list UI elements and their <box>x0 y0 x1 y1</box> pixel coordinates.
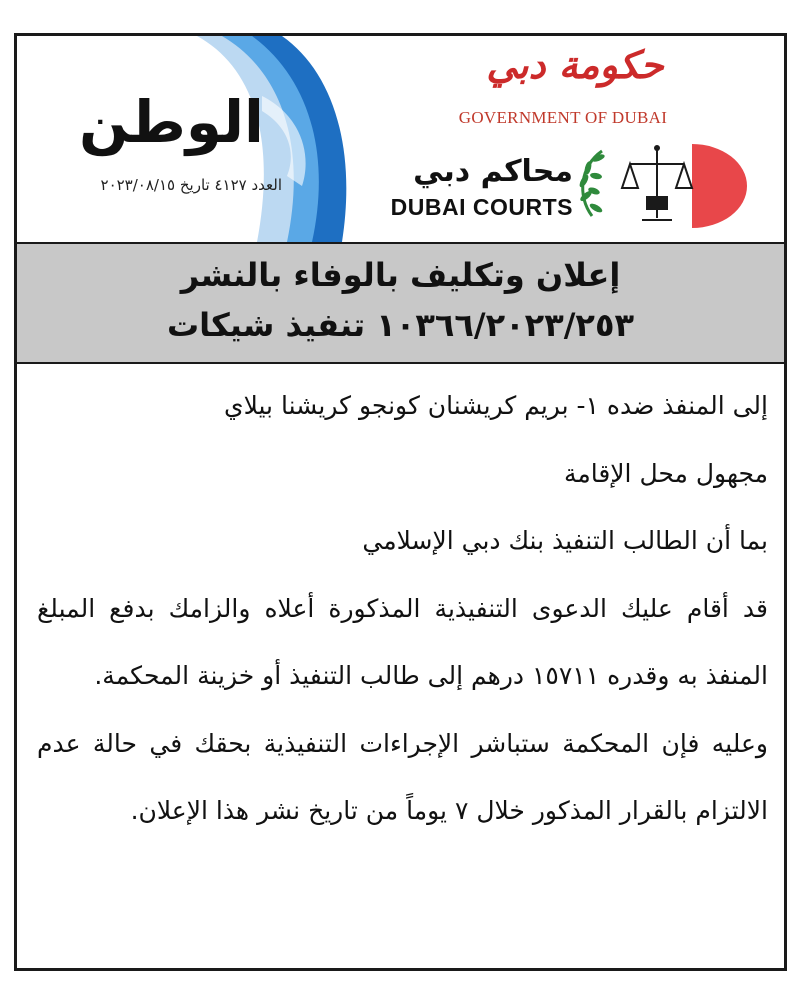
newspaper-logo: الوطن <box>79 88 264 156</box>
issue-date: العدد ٤١٢٧ تاريخ ٢٠٢٣/٠٨/١٥ <box>100 176 282 194</box>
courts-name-arabic: محاكم دبي <box>413 154 573 189</box>
notice-title: إعلان وتكليف بالوفاء بالنشر <box>180 256 621 294</box>
claim-paragraph: قد أقام عليك الدعوى التنفيذية المذكورة أعلاه والزامك بدفع المبلغ المنفذ به وقدره ١٥٧١١ درهم إلى طالب التنفيذ أو خزينة المحكمة. <box>37 593 768 690</box>
notice-title-banner <box>17 242 784 364</box>
recipient-line: إلى المنفذ ضده ١- بريم كريشنان كونجو كريشنا بيلاي <box>224 391 768 420</box>
applicant-line: بما أن الطالب التنفيذ بنك دبي الإسلامي <box>362 526 768 555</box>
courts-name-english: DUBAI COURTS <box>390 194 573 220</box>
consequence-paragraph: وعليه فإن المحكمة ستباشر الإجراءات التنفيذية بحقك في حالة عدم الالتزام بالقرار المذكور خلال ٧ يوماً من تاريخ نشر هذا الإعلان. <box>37 728 768 825</box>
notice-frame <box>14 33 787 971</box>
header <box>17 36 784 242</box>
notice-body <box>37 372 768 845</box>
government-name-arabic: حكومة دبي <box>486 42 664 87</box>
government-name-english: GOVERNMENT OF DUBAI <box>458 108 668 127</box>
residence-line: مجهول محل الإقامة <box>563 458 768 488</box>
dubai-courts-emblem-icon <box>572 136 747 236</box>
case-number: ١٠٣٦٦/٢٠٢٣/٢٥٣ تنفيذ شيكات <box>167 306 634 344</box>
